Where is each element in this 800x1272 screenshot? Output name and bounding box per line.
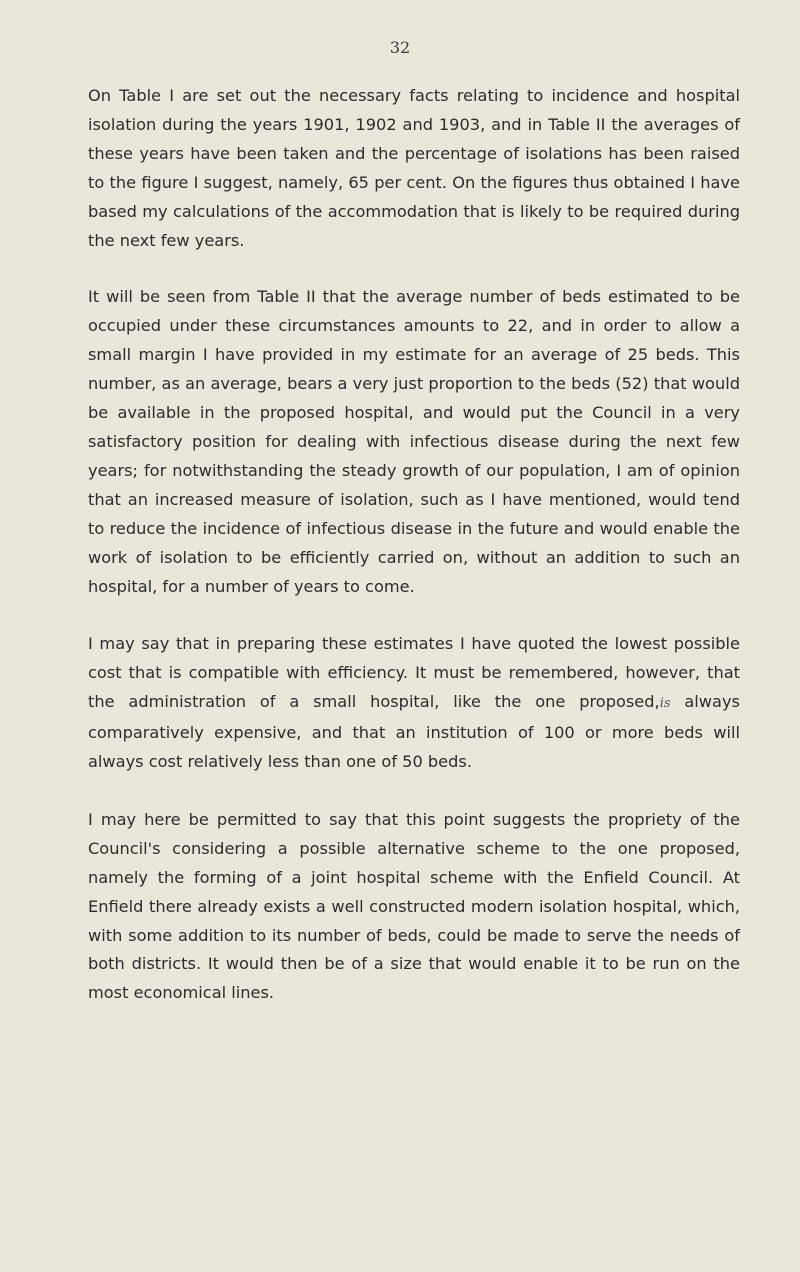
paragraph-cost-estimate	[88, 630, 740, 777]
paragraph-beds-estimate: It will be seen from Table II that the average number of beds estimated to be occupied under these circumstances amounts to 22, and in order to allow a small margin I have provided in my estimate for an average of 25 beds. This number, as an average, bears a very just proportion to the beds (52) that would be available in the proposed hospital, and would put the Council in a very satisfactory position for dealing with infectious disease during the next few years; for notwithstanding the steady growth of our population, I am of opinion that an increased measure of isolation, such as I have mentioned, would tend to reduce the incidence of infectious disease in the future and would enable the work of isolation to be efficiently carried on, without an addition to such an hospital, for a number of years to come.	[88, 287, 740, 596]
page-number: 32	[389, 38, 411, 57]
handwritten-correction: is	[659, 696, 671, 712]
paragraph-table-facts: On Table I are set out the necessary facts relating to incidence and hospital isolation during the years 1901, 1902 and 1903, and in Table II the averages of these years have been taken and the percentage of isolations has been raised to the figure I suggest, namely, 65 per cent. On the figures thus obtained I have based my calculations of the accommodation that is likely to be required during the next few years.	[88, 86, 740, 250]
paragraph-alternative-scheme: I may here be permitted to say that this point suggests the propriety of the Council's considering a possible alternative scheme to the one proposed, namely the forming of a joint hospital scheme with the Enfield Council. At Enfield there already exists a well constructed modern isolation hospital, which, with some addition to its number of beds, could be made to serve the needs of both districts. It would then be of a size that would enable it to be run on the most economical lines.	[88, 809, 740, 1003]
paragraph-cost-text-before: I may say that in preparing these estimates I have quoted the lowest possible cost that is compatible with efficiency. It must be remembered, however, that the administration of a small hospital, like the one proposed,	[88, 634, 740, 712]
paragraph-cost-text-after: always comparatively expensive, and that an institution of 100 or more beds will always cost relatively less than one of 50 beds.	[88, 692, 740, 772]
body-text	[88, 82, 740, 1036]
